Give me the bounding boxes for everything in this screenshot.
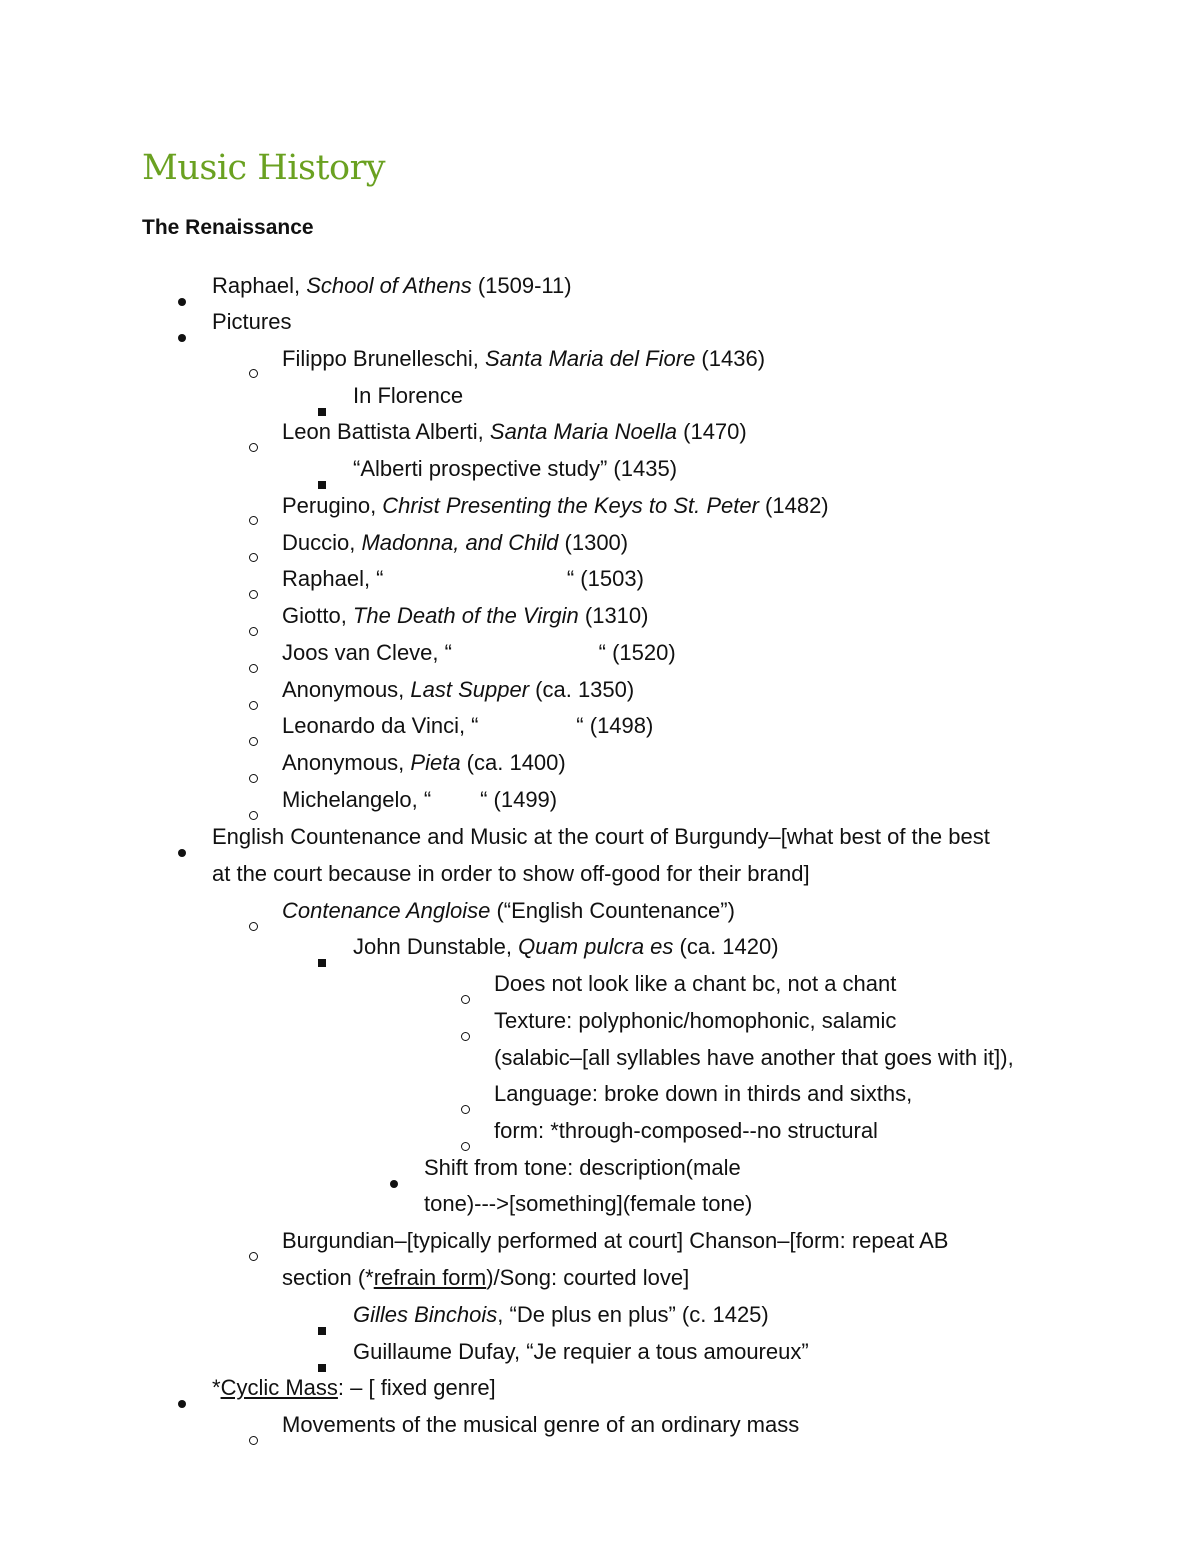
bullet-icon [390, 1168, 398, 1194]
list-item-continuation: at the court because in order to show off-good for their brand] [212, 861, 810, 886]
list-item: Duccio, Madonna, and Child (1300) [282, 530, 629, 555]
circle-bullet-icon [249, 542, 258, 568]
section-heading: The Renaissance [142, 216, 314, 239]
circle-bullet-icon [461, 984, 470, 1010]
list-item-continuation: tone)--->[something](female tone) [424, 1191, 753, 1216]
list-item: Filippo Brunelleschi, Santa Maria del Fiore (1436) [282, 346, 766, 371]
list-item: Leon Battista Alberti, Santa Maria Noella (1470) [282, 419, 747, 444]
circle-bullet-icon [249, 1425, 258, 1451]
list-item: Pictures [212, 309, 292, 334]
list-item: Raphael, “ “ (1503) [282, 566, 644, 591]
square-bullet-icon [318, 1315, 326, 1341]
list-item: Michelangelo, “ “ (1499) [282, 787, 558, 812]
circle-bullet-icon [249, 763, 258, 789]
circle-bullet-icon [249, 579, 258, 605]
circle-bullet-icon [461, 1021, 470, 1047]
list-item: Movements of the musical genre of an ordinary mass [282, 1412, 800, 1437]
list-item: Anonymous, Last Supper (ca. 1350) [282, 677, 635, 702]
list-item: *Cyclic Mass: – [ fixed genre] [212, 1375, 496, 1400]
bullet-icon [178, 286, 186, 312]
circle-bullet-icon [249, 432, 258, 458]
list-item: Giotto, The Death of the Virgin (1310) [282, 603, 649, 628]
list-item-continuation: section (*refrain form)/Song: courted love] [282, 1265, 690, 1290]
list-item: Texture: polyphonic/homophonic, salamic [494, 1008, 897, 1033]
circle-bullet-icon [249, 911, 258, 937]
list-item: English Countenance and Music at the court of Burgundy–[what best of the best [212, 824, 990, 849]
square-bullet-icon [318, 469, 326, 495]
circle-bullet-icon [249, 800, 258, 826]
list-item-continuation: (salabic–[all syllables have another that goes with it]), [494, 1045, 1014, 1070]
list-item: Guillaume Dufay, “Je requier a tous amoureux” [353, 1339, 809, 1364]
circle-bullet-icon [461, 1131, 470, 1157]
list-item: Contenance Angloise (“English Countenance”) [282, 898, 735, 923]
circle-bullet-icon [249, 690, 258, 716]
list-item: form: *through-composed--no structural [494, 1118, 878, 1143]
list-item: Joos van Cleve, “ “ (1520) [282, 640, 676, 665]
circle-bullet-icon [249, 1241, 258, 1267]
list-item: Burgundian–[typically performed at court] Chanson–[form: repeat AB [282, 1228, 949, 1253]
circle-bullet-icon [249, 505, 258, 531]
bullet-icon [178, 837, 186, 863]
list-item: In Florence [353, 383, 464, 408]
bullet-icon [178, 1388, 186, 1414]
list-item: Language: broke down in thirds and sixths, [494, 1081, 913, 1106]
list-item: Raphael, School of Athens (1509-11) [212, 273, 572, 298]
list-item: Perugino, Christ Presenting the Keys to St. Peter (1482) [282, 493, 829, 518]
circle-bullet-icon [249, 653, 258, 679]
page-title: Music History [142, 148, 386, 188]
list-item: Shift from tone: description(male [424, 1155, 741, 1180]
list-item: “Alberti prospective study” (1435) [353, 456, 678, 481]
circle-bullet-icon [461, 1094, 470, 1120]
list-item: Does not look like a chant bc, not a chant [494, 971, 897, 996]
list-item: Leonardo da Vinci, “ “ (1498) [282, 713, 654, 738]
square-bullet-icon [318, 947, 326, 973]
list-item: Anonymous, Pieta (ca. 1400) [282, 750, 566, 775]
list-item: Gilles Binchois, “De plus en plus” (c. 1425) [353, 1302, 769, 1327]
circle-bullet-icon [249, 616, 258, 642]
bullet-icon [178, 322, 186, 348]
list-item: John Dunstable, Quam pulcra es (ca. 1420) [353, 934, 779, 959]
circle-bullet-icon [249, 358, 258, 384]
circle-bullet-icon [249, 726, 258, 752]
